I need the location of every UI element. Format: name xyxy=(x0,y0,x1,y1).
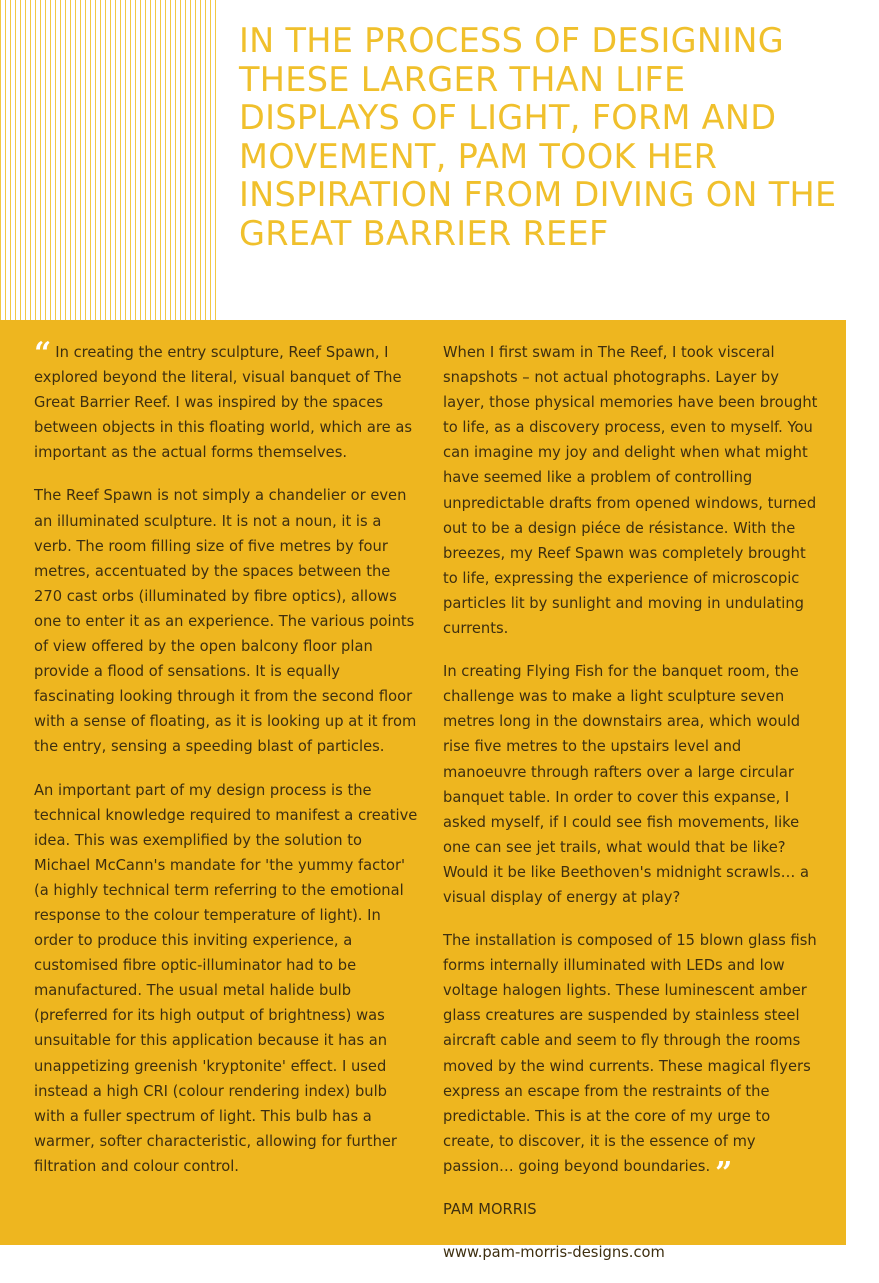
left-column xyxy=(34,336,419,1197)
paragraph: When I first swam in The Reef, I took visceral snapshots – not actual photographs. Layer by layer, those physical memories have been brought to life, as a discovery process, even to myself. You can imagine my joy and delight when what might have seemed like a problem of controlling unpredictable drafts from opened windows, turned out to be a design piéce de résistance. With the breezes, my Reef Spawn was completely brought to life, expressing the experience of microscopic particles lit by sunlight and moving in undulating currents. xyxy=(443,344,818,638)
paragraph: The Reef Spawn is not simply a chandelier or even an illuminated sculpture. It is not a noun, it is a verb. The room filling size of five metres by four metres, accentuated by the spaces between the 270 cast orbs (illuminated by fibre optics), allows one to enter it as an experience. The various points of view offered by the open balcony floor plan provide a flood of sensations. It is equally fascinating looking through it from the second floor with a sense of floating, as it is looking up at it from the entry, sensing a speeding blast of particles. xyxy=(34,487,417,756)
paragraph xyxy=(34,336,419,465)
paragraph-text: The installation is composed of 15 blown glass fish forms internally illuminated with LEDs and low voltage halogen lights. These luminescent amber glass creatures are suspended by stainless steel aircraft cable and seem to fly through the rooms moved by the wind currents. These magical flyers express an escape from the restraints of the predictable. This is at the core of my urge to create, to discover, it is the essence of my passion… going beyond boundaries. xyxy=(443,932,817,1175)
paragraph xyxy=(443,928,824,1191)
paragraph-text: In creating the entry sculpture, Reef Spawn, I explored beyond the literal, visual banquet of The Great Barrier Reef. I was inspired by the spaces between objects in this floating world, which are as important as the actual forms themselves. xyxy=(34,344,412,462)
decorative-stripes xyxy=(0,0,216,322)
website-link[interactable]: www.pam-morris-designs.com xyxy=(443,1244,665,1262)
open-quote-icon: “ xyxy=(34,336,52,371)
paragraph: An important part of my design process is the technical knowledge required to manifest a creative idea. This was exemplified by the solution to Michael McCann's mandate for 'the yummy factor' (a highly technical term referring to the emotional response to the colour temperature of light). In order to produce this inviting experience, a customised fibre optic-illuminator had to be manufactured. The usual metal halide bulb (preferred for its high output of brightness) was unsuitable for this application because it has an unappetizing greenish 'kryptonite' effect. I used instead a high CRI (colour rendering index) bulb with a fuller spectrum of light. This bulb has a warmer, softer characteristic, allowing for further filtration and colour control. xyxy=(34,781,418,1175)
author-name: PAM MORRIS xyxy=(443,1201,537,1218)
right-column xyxy=(443,340,824,1283)
headline: IN THE PROCESS OF DESIGNING THESE LARGER THAN LIFE DISPLAYS OF LIGHT, FORM AND MOVEMENT, PAM TOOK HER INSPIRATION FROM DIVING ON THE GREAT BARRIER REEF xyxy=(239,21,837,253)
paragraph: In creating Flying Fish for the banquet room, the challenge was to make a light sculpture seven metres long in the downstairs area, which would rise five metres to the upstairs level and manoeuvre through rafters over a large circular banquet table. In order to cover this expanse, I asked myself, if I could see fish movements, like one can see jet trails, what would that be like? Would it be like Beethoven's midnight scrawls… a visual display of energy at play? xyxy=(443,663,810,906)
close-quote-icon: ” xyxy=(715,1155,733,1191)
